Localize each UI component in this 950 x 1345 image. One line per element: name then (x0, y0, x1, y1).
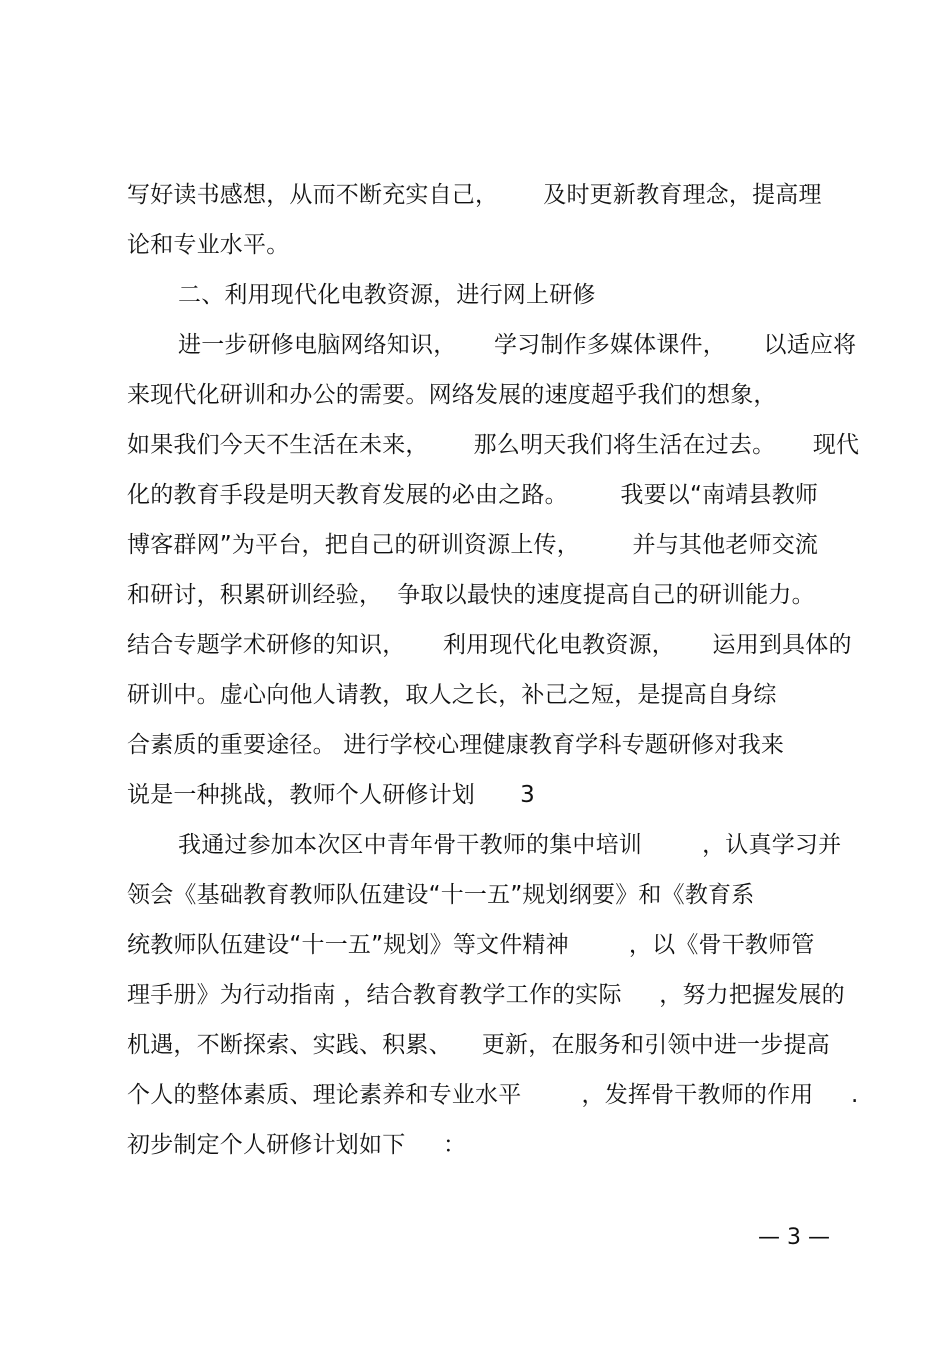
paragraph-line: 论和专业水平。 (127, 232, 290, 258)
paragraph-line: 我通过参加本次区中青年骨干教师的集中培训 ，认真学习并 (178, 832, 842, 858)
paragraph-line: 合素质的重要途径。 进行学校心理健康教育学科专题研修对我来 (127, 732, 785, 758)
paragraph-line: 理手册》为行动指南 ，结合教育教学工作的实际 ，努力把握发展的 (127, 982, 845, 1008)
page-number: — 3 — (758, 1225, 830, 1250)
paragraph-line: 如果我们今天不生活在未来， 那么明天我们将生活在过去。 现代 (127, 432, 860, 458)
paragraph-line: 写好读书感想，从而不断充实自己， 及时更新教育理念，提高理 (127, 182, 822, 208)
paragraph-line: 机遇，不断探索、实践、积累、 更新，在服务和引领中进一步提高 (127, 1032, 830, 1058)
paragraph-line: 领会《基础教育教师队伍建设“十一五”规划纲要》和《教育系 (127, 882, 755, 908)
paragraph-line: 化的教育手段是明天教育发展的必由之路。 我要以“南靖县教师 (127, 482, 819, 508)
section-heading: 二、利用现代化电教资源，进行网上研修 (178, 282, 596, 308)
paragraph-line: 和研讨，积累研训经验， 争取以最快的速度提高自己的研训能力。 (127, 582, 815, 608)
paragraph-line: 个人的整体素质、理论素养和专业水平 ，发挥骨干教师的作用 . (127, 1082, 859, 1108)
paragraph-line: 博客群网”为平台，把自己的研训资源上传， 并与其他老师交流 (127, 532, 819, 558)
paragraph-line: 初步制定个人研修计划如下 ： (127, 1132, 467, 1158)
paragraph-line: 来现代化研训和办公的需要。网络发展的速度超乎我们的想象， (127, 382, 777, 408)
paragraph-line: 说是一种挑战，教师个人研修计划 3 (127, 782, 535, 808)
paragraph-line: 研训中。虚心向他人请教，取人之长，补己之短，是提高自身综 (127, 682, 777, 708)
paragraph-line: 结合专题学术研修的知识， 利用现代化电教资源， 运用到具体的 (127, 632, 852, 658)
paragraph-line: 统教师队伍建设“十一五”规划》等文件精神 ，以《骨干教师管 (127, 932, 815, 958)
paragraph-line: 进一步研修电脑网络知识， 学习制作多媒体课件， 以适应将 (178, 332, 857, 358)
